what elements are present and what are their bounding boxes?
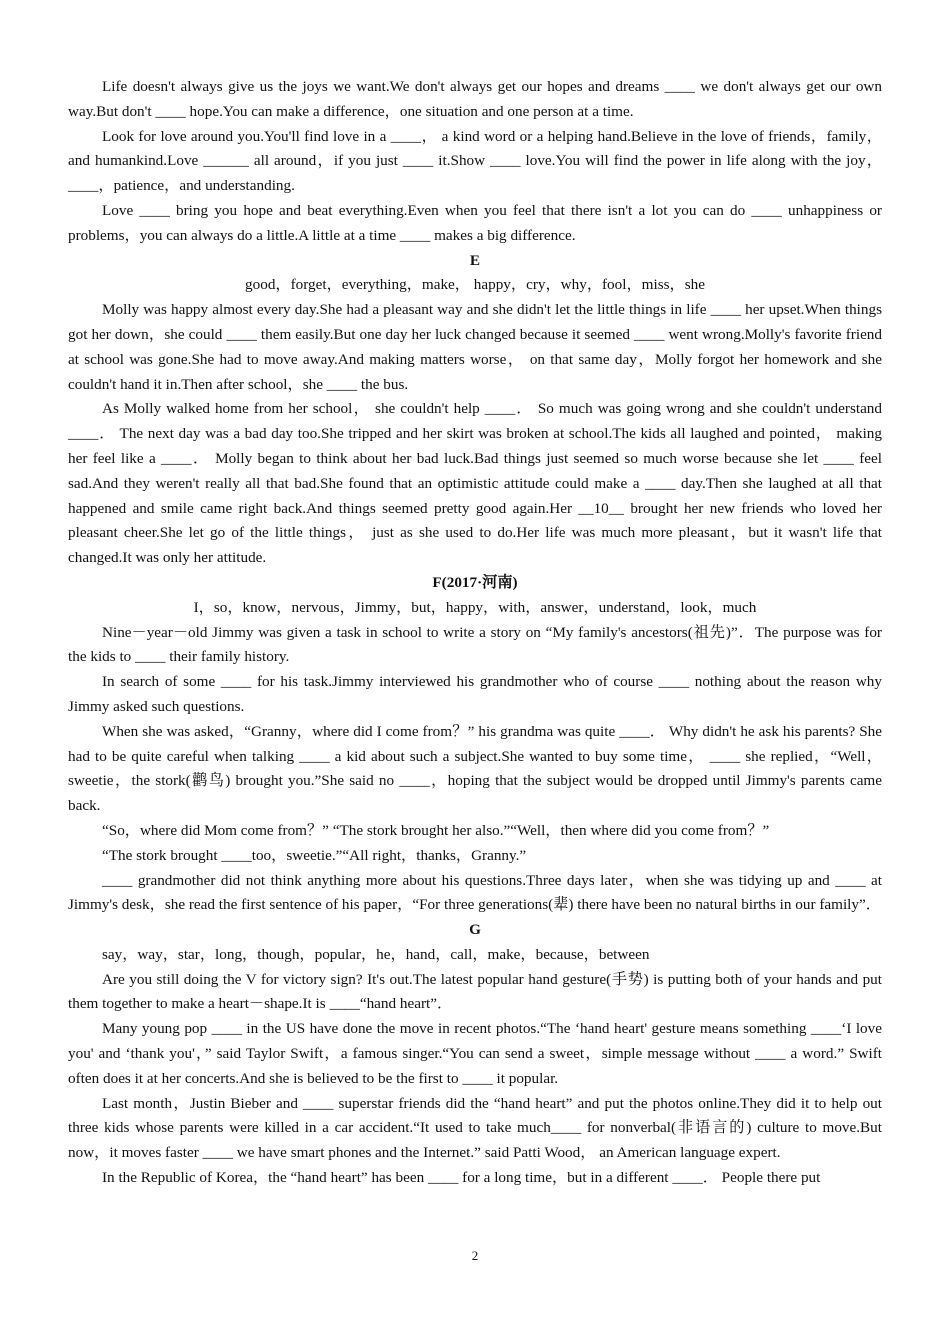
paragraph: In the Republic of Korea，the “hand heart” has been ____ for a long time，but in a different ____． People there put (102, 1169, 821, 1187)
paragraph: When she was asked，“Granny，where did I come from？” his grandma was quite ____． Why didn't he ask his parents? She had to be quite careful when talking ____ a kid about such a subject.She wanted to buy some time， ____ she replied，“Well，sweetie，the stork(鹳鸟) brought you.”She said no ____，hoping that the subject would be dropped until Jimmy's parents came back. (68, 722, 882, 815)
paragraph: Love ____ bring you hope and beat everything.Even when you feel that there isn't a lot you can do ____ unhappiness or problems，you can always do a little.A little at a time ____ makes a big difference. (68, 201, 882, 244)
paragraph: Are you still doing the V for victory sign? It's out.The latest popular hand gesture(手势) is putting both of your hands and put them together to make a heart－shape.It is ____“hand heart”． (68, 970, 882, 1013)
paragraph: ____ grandmother did not think anything more about his questions.Three days later，when she was tidying up and ____ at Jimmy's desk，she read the first sentence of his paper，“For three generations(辈) there have been no natural births in our family”． (68, 871, 882, 914)
section-heading-e: E (469, 251, 481, 269)
section-heading-g: G (469, 921, 481, 939)
word-bank-e: good，forget，everything，make， happy，cry，why，fool，miss，she (245, 276, 705, 294)
paragraph: Last month，Justin Bieber and ____ superstar friends did the “hand heart” and put the photos online.They did it to help out three kids whose parents were killed in a car accident.“It used to take much____ for nonverbal(非语言的) culture to move.But now，it moves faster ____ we have smart phones and the Internet.” said Patti Wood， an American language expert. (68, 1094, 882, 1162)
page-number: 2 (471, 1248, 479, 1263)
paragraph: Nine－year－old Jimmy was given a task in school to write a story on “My family's ancestors(祖先)”．The purpose was for the kids to ____ their family history. (68, 623, 882, 666)
word-bank-f: I，so，know，nervous，Jimmy，but，happy，with，answer，understand，look，much (193, 598, 757, 616)
document-body (68, 75, 882, 1191)
paragraph: In search of some ____ for his task.Jimmy interviewed his grandmother who of course ____ nothing about the reason why Jimmy asked such questions. (68, 673, 882, 715)
paragraph: As Molly walked home from her school， she couldn't help ____． So much was going wrong and she couldn't understand ____． The next day was a bad day too.She tripped and her skirt was broken at school.The kids all laughed and pointed， making her feel like a ____． Molly began to think about her bad luck.Bad things just seemed so much worse because she let ____ feel sad.And they weren't really all that bad.She found that an optimistic attitude could make a ____ day.Then she laughed at all that happened and smile came right back.And things seemed pretty good again.Her __10__ brought her new friends who loved her pleasant cheer.She let go of the little things， just as she used to do.Her life was much more pleasant，but it wasn't life that changed.It was only her attitude. (68, 400, 882, 567)
word-bank-g: say，way，star，long，though，popular，he，hand，call，make，because，between (102, 945, 650, 963)
paragraph: “So，where did Mom come from？” “The stork brought her also.”“Well，then where did you come from？” (102, 821, 770, 839)
section-heading-f: F(2017·河南) (432, 573, 518, 591)
paragraph: Many young pop ____ in the US have done the move in recent photos.“The ‘hand heart' gesture means something ____‘I love you' and ‘thank you'，” said Taylor Swift，a famous singer.“You can send a sweet，simple message without ____ a word.” Swift often does it at her concerts.And she is believed to be the first to ____ it popular. (68, 1020, 882, 1087)
paragraph: Look for love around you.You'll find love in a ____， a kind word or a helping hand.Believe in the love of friends，family，and humankind.Love ______ all around，if you just ____ it.Show ____ love.You will find the power in life along with the joy，____，patience，and understanding. (68, 127, 882, 195)
paragraph: Molly was happy almost every day.She had a pleasant way and she didn't let the little things in life ____ her upset.When things got her down，she could ____ them easily.But one day her luck changed because it seemed ____ went wrong.Molly's favorite friend at school was gone.She had to move away.And making matters worse， on that same day，Molly forgot her homework and she couldn't hand it in.Then after school，she ____ the bus. (68, 301, 882, 393)
paragraph: “The stork brought ____too，sweetie.”“All right，thanks，Granny.” (102, 846, 527, 864)
paragraph: Life doesn't always give us the joys we want.We don't always get our hopes and dreams ____ we don't always get our own way.But don't ____ hope.You can make a difference，one situation and one person at a time. (68, 78, 882, 120)
